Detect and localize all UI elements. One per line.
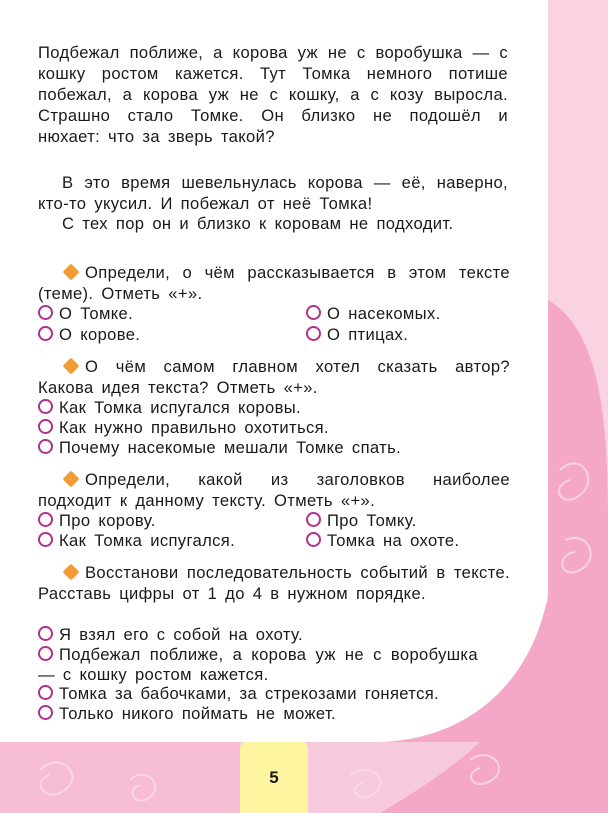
answer-circle-icon[interactable]	[38, 626, 53, 641]
task-1-option-2[interactable]: О корове.	[38, 325, 140, 345]
task-2-text: О чём самом главном хотел сказать автор? Какова идея текста? Отметь «+».	[38, 357, 510, 397]
task-4-option-2[interactable]: Подбежал поближе, а корова уж не с воробушка — с кошку ростом кажется.	[38, 645, 478, 684]
task-1	[38, 262, 510, 304]
answer-circle-icon[interactable]	[38, 439, 53, 454]
task-3-option-1[interactable]: Про корову.	[38, 511, 156, 531]
task-4-option-3[interactable]: Томка за бабочками, за стрекозами гоняется.	[38, 684, 439, 704]
answer-circle-icon[interactable]	[306, 305, 321, 320]
task-3-text: Определи, какой из заголовков наиболее подходит к данному тексту. Отметь «+».	[38, 470, 510, 510]
task-2-option-3[interactable]: Почему насекомые мешали Томке спать.	[38, 438, 401, 458]
task-1-text: Определи, о чём рассказывается в этом тексте (теме). Отметь «+».	[38, 263, 510, 303]
task-1-option-4[interactable]: О птицах.	[306, 325, 408, 345]
task-1-option-1[interactable]: О Томке.	[38, 304, 133, 324]
answer-circle-icon[interactable]	[38, 326, 53, 341]
answer-circle-icon[interactable]	[38, 305, 53, 320]
story-paragraph-2: В это время шевельнулась корова — её, наверно, кто-то укусил. И побежал от неё Томка!	[38, 173, 508, 213]
page-number: 5	[240, 742, 308, 813]
task-4-text: Восстанови последовательность событий в тексте. Расставь цифры от 1 до 4 в нужном порядке.	[38, 563, 510, 603]
answer-circle-icon[interactable]	[306, 512, 321, 527]
answer-circle-icon[interactable]	[38, 512, 53, 527]
answer-circle-icon[interactable]	[38, 646, 53, 661]
answer-circle-icon[interactable]	[38, 399, 53, 414]
task-1-option-3[interactable]: О насекомых.	[306, 304, 441, 324]
task-2-option-2[interactable]: Как нужно правильно охотиться.	[38, 418, 329, 438]
diamond-bullet-icon	[63, 564, 80, 581]
task-3	[38, 469, 510, 511]
answer-circle-icon[interactable]	[38, 705, 53, 720]
story-paragraph-3: С тех пор он и близко к коровам не подходит.	[62, 214, 454, 233]
answer-circle-icon[interactable]	[38, 685, 53, 700]
story-paragraph-1: Подбежал поближе, а корова уж не с воробушка — с кошку ростом кажется. Тут Томка немного потише побежал, а корова уж не с кошку, а с козу выросла. Страшно стало Томке. Он близко не подошёл и нюхает: что за зверь такой?	[38, 43, 508, 146]
answer-circle-icon[interactable]	[306, 326, 321, 341]
task-3-option-2[interactable]: Как Томка испугался.	[38, 531, 235, 551]
answer-circle-icon[interactable]	[38, 419, 53, 434]
task-3-option-3[interactable]: Про Томку.	[306, 511, 417, 531]
diamond-bullet-icon	[63, 358, 80, 375]
task-4-option-4[interactable]: Только никого поймать не может.	[38, 704, 336, 724]
answer-circle-icon[interactable]	[306, 532, 321, 547]
diamond-bullet-icon	[63, 264, 80, 281]
task-4-option-1[interactable]: Я взял его с собой на охоту.	[38, 625, 303, 645]
answer-circle-icon[interactable]	[38, 532, 53, 547]
task-4	[38, 562, 510, 604]
task-2-option-1[interactable]: Как Томка испугался коровы.	[38, 398, 301, 418]
task-3-option-4[interactable]: Томка на охоте.	[306, 531, 459, 551]
diamond-bullet-icon	[63, 471, 80, 488]
task-2	[38, 356, 510, 398]
